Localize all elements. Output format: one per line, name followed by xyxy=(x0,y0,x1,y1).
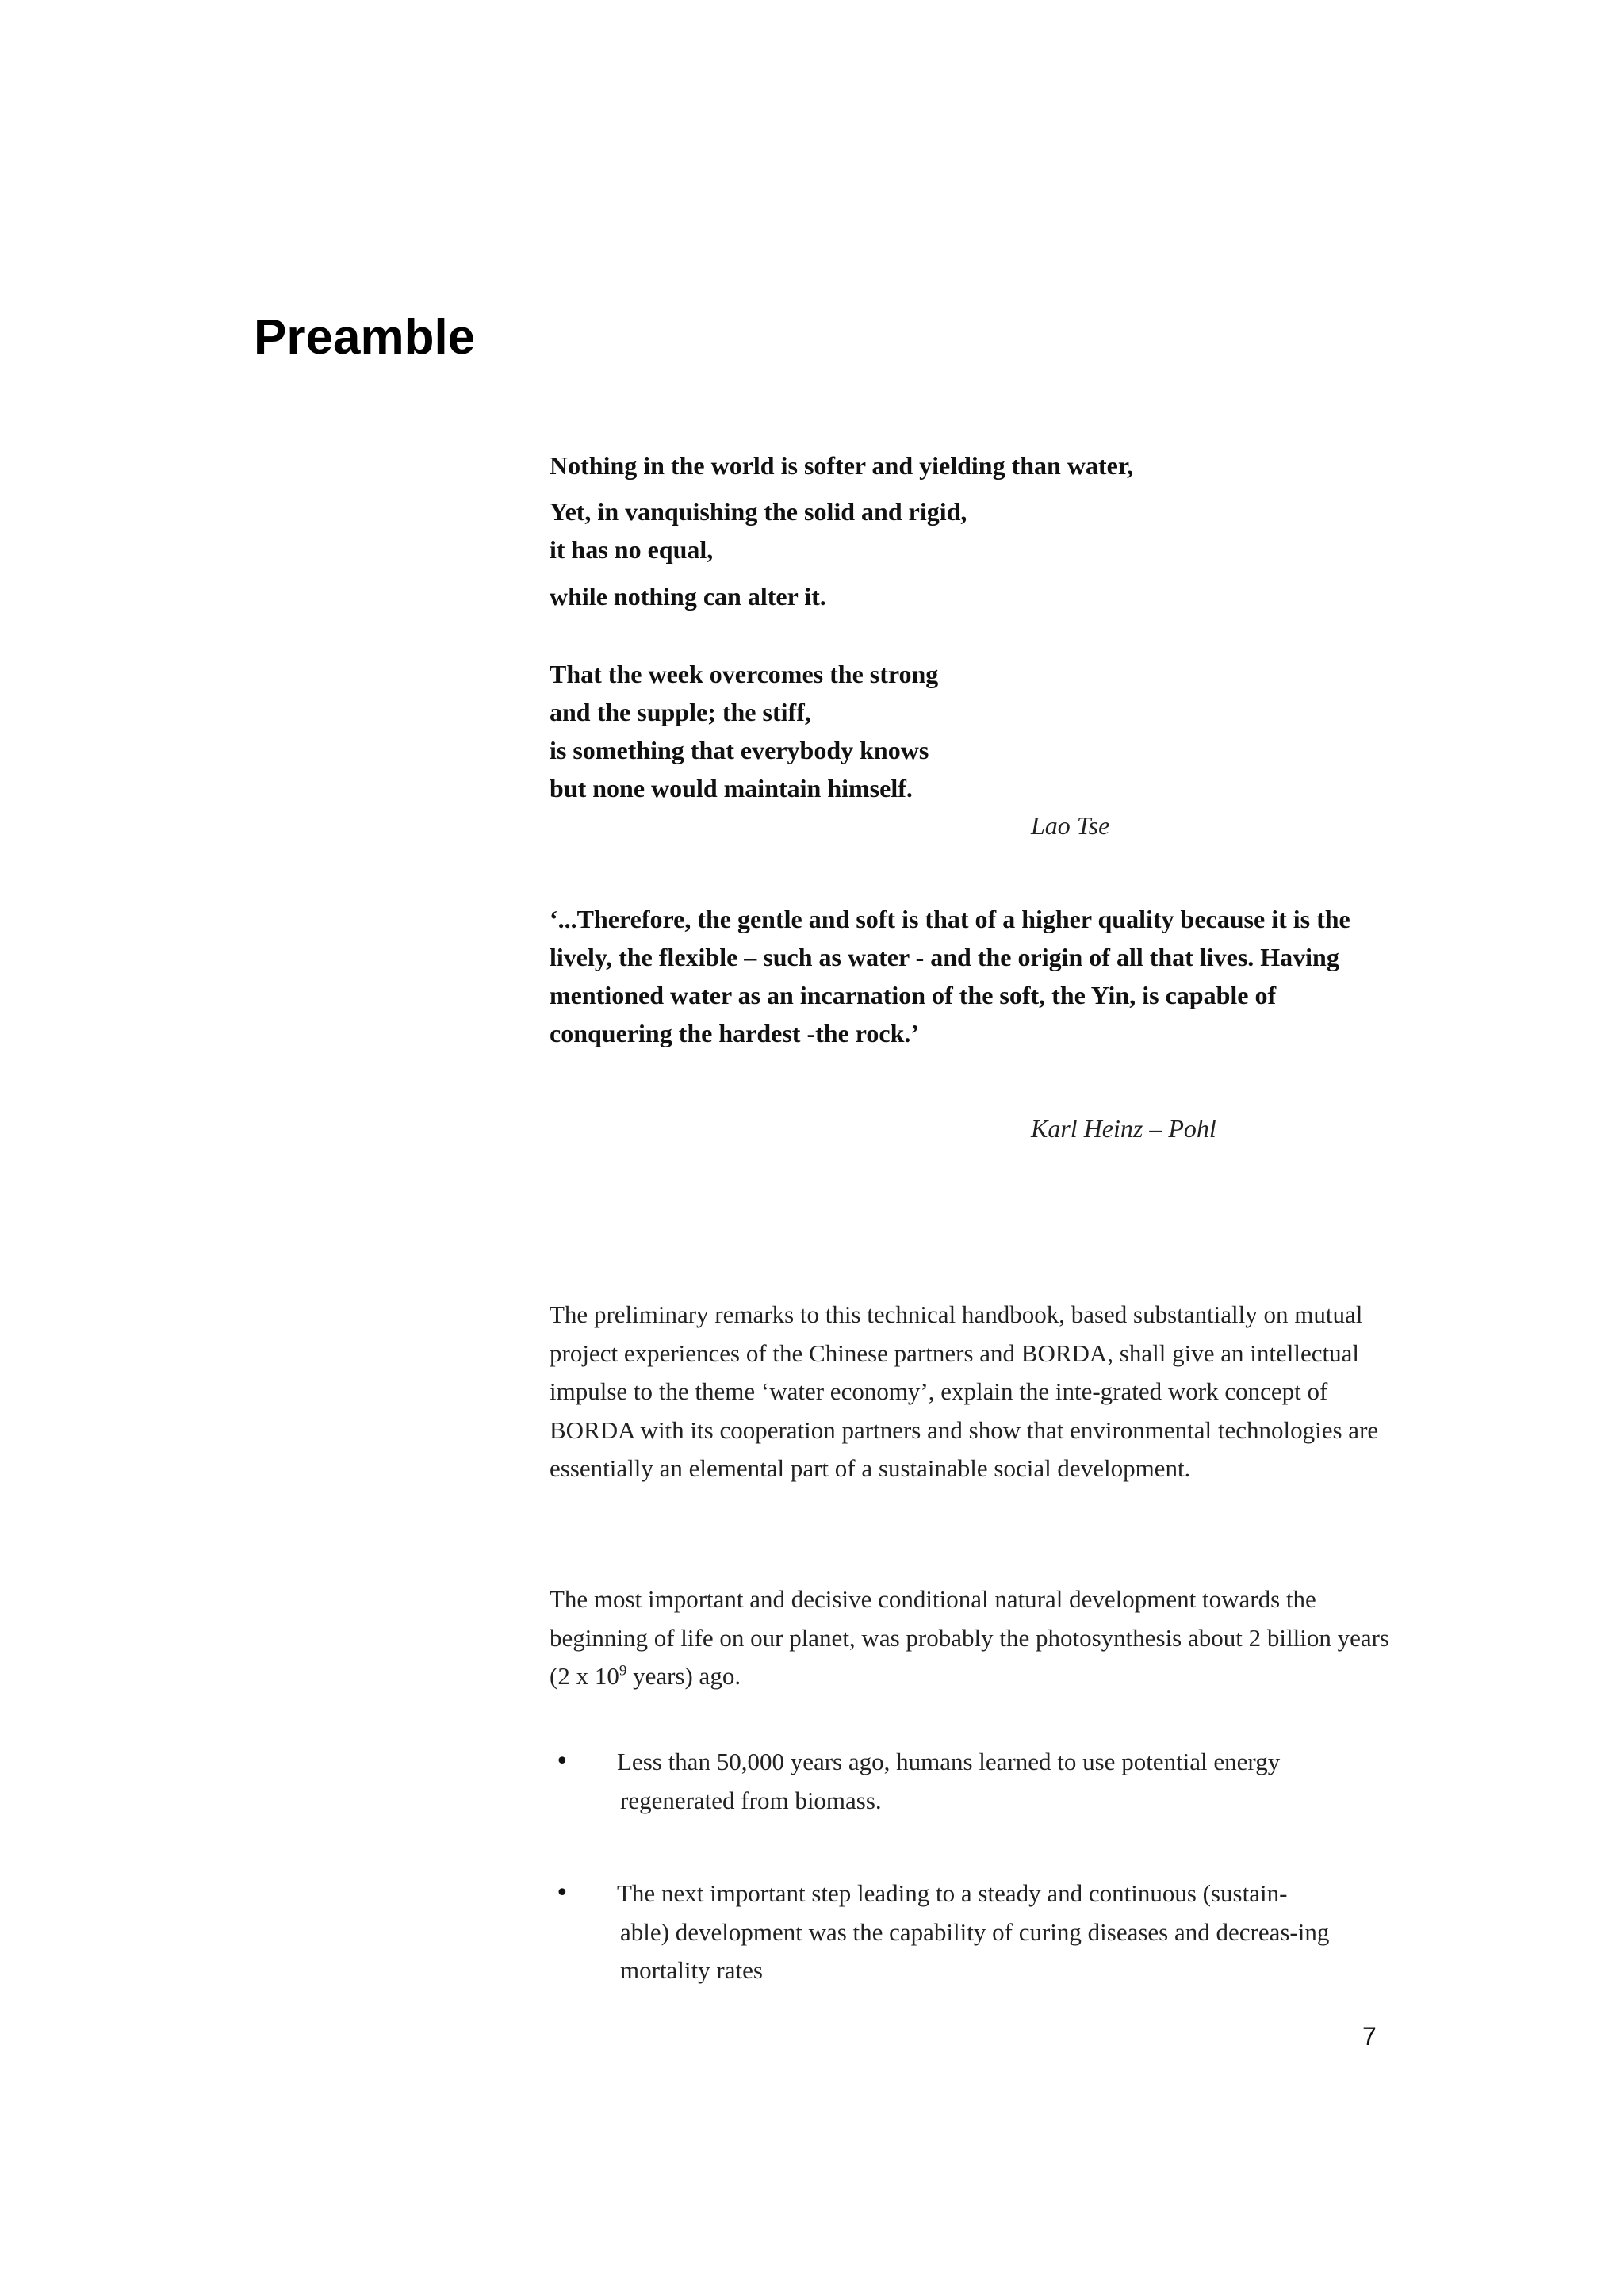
poem-line: Nothing in the world is softer and yielding than water, xyxy=(550,451,1134,480)
exponent: 9 xyxy=(619,1662,627,1679)
list-item-continuation: able) development was the capability of curing diseases and decreas-ing mortality rates xyxy=(620,1917,1330,1984)
page-title: Preamble xyxy=(254,310,476,365)
body-paragraph xyxy=(550,1580,1390,1696)
bullet-icon: • xyxy=(555,1748,569,1775)
list-item-first-line: The next important step leading to a steady and continuous (sustain- xyxy=(617,1879,1288,1907)
list-item-text xyxy=(617,1743,1396,1820)
body-paragraph: The preliminary remarks to this technical handbook, based substantially on mutual project experiences of the Chinese partners and BORDA, shall give an intellectual impulse to the theme ‘water economy’, explain the inte-grated work concept of BORDA with its cooperation partners and show that environmental technologies are essentially an elemental part of a sustainable social development. xyxy=(550,1300,1379,1482)
poem-line: Yet, in vanquishing the solid and rigid, xyxy=(550,497,967,526)
poem-line: and the supple; the stiff, xyxy=(550,698,811,726)
page-number: 7 xyxy=(1362,2022,1377,2051)
poem-line: but none would maintain himself. xyxy=(550,774,913,802)
poem-line: That the week overcomes the strong xyxy=(550,660,939,688)
list-item-continuation: regenerated from biomass. xyxy=(620,1786,882,1814)
list-item-text xyxy=(617,1875,1396,1990)
paragraph-text: years) ago. xyxy=(626,1662,741,1690)
poem-line: is something that everybody knows xyxy=(550,736,929,764)
list-item-first-line: Less than 50,000 years ago, humans learned to use potential energy xyxy=(617,1748,1281,1775)
block-quote: ‘...Therefore, the gentle and soft is that of a higher quality because it is the lively, the flexible – such as water - and the origin of all that lives. Having mentioned water as an incarnation of the soft, the Yin, is capable of conquering the hardest -the rock.’ xyxy=(550,905,1350,1047)
paragraph-text: The most important and decisive conditional natural development towards the beginning of life on our planet, was probably the photosynthesis about 2 billion years (2 x 10 xyxy=(550,1585,1389,1690)
poem-attribution: Lao Tse xyxy=(1031,811,1110,840)
quote-attribution: Karl Heinz – Pohl xyxy=(1031,1114,1216,1143)
poem-line: while nothing can alter it. xyxy=(550,582,826,611)
poem-line: it has no equal, xyxy=(550,535,714,564)
bullet-icon: • xyxy=(555,1879,569,1907)
